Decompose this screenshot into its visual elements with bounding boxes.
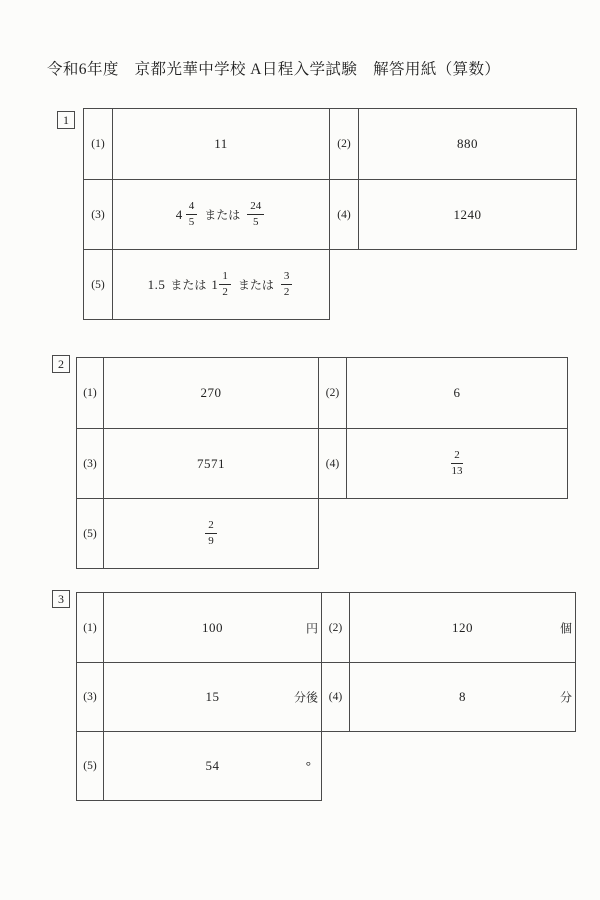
answer-value: 8 bbox=[459, 689, 466, 704]
answer-cell bbox=[113, 250, 329, 319]
section-1-right-table bbox=[329, 108, 577, 250]
cell-label: (5) bbox=[77, 499, 104, 568]
fraction-denominator: 5 bbox=[253, 216, 259, 228]
fraction-denominator: 5 bbox=[188, 216, 195, 228]
answer-value: 11 bbox=[214, 136, 228, 151]
answer-value: 15 bbox=[205, 689, 220, 704]
table-row bbox=[330, 109, 576, 179]
fraction-denominator: 2 bbox=[283, 286, 290, 298]
cell-label: (2) bbox=[330, 109, 359, 179]
cell-label: (2) bbox=[322, 593, 350, 662]
answer-cell bbox=[104, 663, 321, 731]
table-row bbox=[319, 358, 567, 428]
answer-cell bbox=[359, 180, 576, 249]
answer-cell bbox=[104, 429, 318, 498]
cell-label: (5) bbox=[84, 250, 113, 319]
answer-cell bbox=[347, 429, 567, 498]
table-row bbox=[77, 358, 318, 428]
answer-cell bbox=[104, 358, 318, 428]
fraction-denominator: 9 bbox=[208, 535, 214, 547]
answer-cell bbox=[347, 358, 567, 428]
fraction-numerator: 1 bbox=[219, 270, 231, 285]
section-3-number: 3 bbox=[58, 592, 64, 606]
answer-cell bbox=[104, 593, 321, 662]
answer-cell bbox=[113, 109, 329, 179]
answer-value: 270 bbox=[200, 385, 222, 400]
section-2-right-table bbox=[318, 357, 568, 499]
table-row bbox=[84, 179, 329, 249]
section-3-number-box bbox=[52, 590, 70, 608]
table-row bbox=[77, 428, 318, 498]
cell-label: (4) bbox=[330, 180, 359, 249]
fraction bbox=[281, 270, 293, 298]
answer-value: 120 bbox=[452, 619, 473, 635]
or-text: または bbox=[204, 208, 241, 222]
whole-number: 4 bbox=[175, 206, 183, 222]
table-row bbox=[77, 731, 321, 800]
or-text: または bbox=[237, 278, 274, 292]
fraction bbox=[186, 200, 198, 228]
section-3-left-table bbox=[76, 592, 322, 801]
cell-label: (2) bbox=[319, 358, 347, 428]
fraction-denominator: 2 bbox=[222, 286, 228, 298]
unit-label: 円 bbox=[305, 621, 318, 635]
table-row bbox=[322, 662, 575, 731]
cell-label: (3) bbox=[77, 429, 104, 498]
answer-value: 6 bbox=[453, 385, 461, 400]
page-title: 令和6年度 京都光華中学校 A日程入学試験 解答用紙（算数） bbox=[47, 61, 501, 78]
cell-label: (5) bbox=[77, 732, 104, 800]
answer-value: 1240 bbox=[453, 206, 482, 222]
degree-unit-label: ° bbox=[305, 758, 311, 773]
answer-cell bbox=[359, 109, 576, 179]
fraction bbox=[205, 519, 217, 547]
section-1-number-box bbox=[57, 111, 75, 129]
table-row bbox=[322, 593, 575, 662]
cell-label: (1) bbox=[77, 593, 104, 662]
unit-label: 分後 bbox=[293, 690, 318, 705]
answer-cell bbox=[113, 180, 329, 249]
answer-value: 1.5 bbox=[147, 276, 166, 292]
cell-label: (4) bbox=[322, 663, 350, 731]
answer-value: 100 bbox=[202, 619, 223, 635]
answer-cell bbox=[350, 663, 575, 731]
table-row bbox=[77, 662, 321, 731]
cell-label: (4) bbox=[319, 429, 347, 498]
unit-label: 個 bbox=[559, 621, 572, 635]
answer-value: 880 bbox=[457, 136, 478, 151]
answer-cell bbox=[104, 499, 318, 568]
answer-value: 54 bbox=[205, 758, 220, 773]
section-3-right-table bbox=[321, 592, 576, 732]
table-row bbox=[319, 428, 567, 498]
answer-cell bbox=[350, 593, 575, 662]
fraction-numerator: 2 bbox=[451, 449, 463, 464]
answer-value: 7571 bbox=[197, 455, 225, 471]
cell-label: (3) bbox=[84, 180, 113, 249]
fraction bbox=[451, 449, 463, 477]
answer-cell bbox=[104, 732, 321, 800]
fraction-numerator: 24 bbox=[247, 200, 264, 215]
section-1-left-table bbox=[83, 108, 330, 320]
section-2-left-table bbox=[76, 357, 319, 569]
fraction bbox=[219, 270, 231, 298]
fraction-numerator: 4 bbox=[186, 200, 198, 215]
unit-label: 分 bbox=[559, 690, 572, 705]
table-row bbox=[77, 593, 321, 662]
fraction bbox=[247, 200, 264, 228]
section-2-number: 2 bbox=[58, 357, 64, 371]
or-text: または bbox=[170, 278, 207, 292]
table-row bbox=[84, 249, 329, 319]
cell-label: (1) bbox=[77, 358, 104, 428]
cell-label: (1) bbox=[84, 109, 113, 179]
whole-number: 1 bbox=[211, 276, 219, 292]
fraction-numerator: 3 bbox=[281, 270, 293, 285]
section-1-number: 1 bbox=[63, 113, 69, 127]
fraction-denominator: 13 bbox=[451, 465, 463, 477]
fraction-numerator: 2 bbox=[205, 519, 217, 534]
table-row bbox=[77, 498, 318, 568]
table-row bbox=[330, 179, 576, 249]
section-2-number-box bbox=[52, 355, 70, 373]
cell-label: (3) bbox=[77, 663, 104, 731]
table-row bbox=[84, 109, 329, 179]
